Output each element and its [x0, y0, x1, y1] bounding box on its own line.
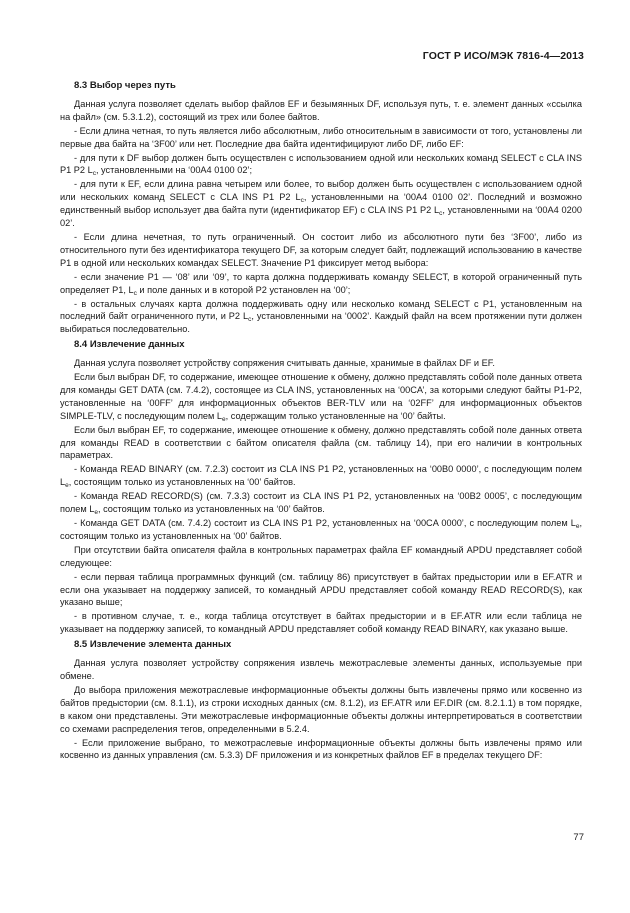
paragraph: Если был выбран EF, то содержание, имеющее отношение к обмену, должно представлять собой поле данных ответа для команды READ в соответствии с байтом описателя файла (см. таблицу 14), при его наличии в контрольных параметрах.	[60, 424, 582, 461]
paragraph: - Команда GET DATA (см. 7.4.2) состоит из CLA INS P1 P2, установленных на ‘00CA 0000’, с последующим полем $L_e$, состоящим только из установленных на ‘00’ байтов.	[60, 518, 582, 541]
page-number: 77	[573, 832, 584, 843]
paragraph: - если первая таблица программных функций (см. таблицу 86) присутствует в байтах предыстории или в EF.ATR и если она указывает на поддержку записей, то командный APDU представляет собой команду READ RECORD(S), как указано выше;	[60, 571, 582, 608]
paragraph: - Команда READ RECORD(S) (см. 7.3.3) состоит из CLA INS P1 P2, установленных на ‘00B2 0005’, с последующим полем $L_e$, состоящим только из установленных на ‘00’ байтов.	[60, 491, 582, 517]
paragraph: До выбора приложения межотраслевые информационные объекты должны быть извлечены прямо или косвенно из байтов предыстории (см. 8.1.1), из строки исходных данных (см. 8.1.2), из EF.ATR или EF.DIR (см. 8.2.1.1) в том порядке, в каком они представлены. Эти межотраслевые информационные объекты должны интерпретироваться в соответствии со схемами распределения тегов, определенными в 5.2.4.	[60, 684, 582, 734]
paragraph: Если был выбран DF, то содержание, имеющее отношение к обмену, должно представлять собой поле данных ответа для команды GET DATA (см. 7.4.2), состоящее из CLA INS, установленных на ‘00CA’, за которыми следуют байты P1-P2, установленные на ‘00FF’ для информационных объектов BER-TLV или на ‘02FF’ для информационных объектов SIMPLE-TLV, с последующим полем $L_e$, содержащим только установленные на ‘00’ байты.	[60, 372, 582, 423]
document-body	[60, 80, 582, 763]
paragraph: - если значение P1 — ‘08’ или ‘09’, то карта должна поддерживать команду SELECT, в которой ограниченный путь определяет P1, $L_c$ и поле данных и в которой P2 установлен на ‘00’;	[60, 271, 582, 297]
paragraph: Данная услуга позволяет сделать выбор файлов EF и безымянных DF, используя путь, т. е. элемент данных «ссылка на файл» (см. 5.3.1.2), состоящий из трех или более байтов.	[60, 98, 582, 122]
paragraph: - Если длина четная, то путь является либо абсолютным, либо относительным в зависимости от того, установлены ли первые два байта на ‘3F00’ или нет. Последние два байта идентифицируют либо DF, либо EF:	[60, 125, 582, 149]
paragraph: Данная услуга позволяет устройству сопряжения считывать данные, хранимые в файлах DF и EF.	[74, 358, 495, 369]
section-heading-8-4: 8.4 Извлечение данных	[74, 339, 185, 351]
section-heading-8-3: 8.3 Выбор через путь	[74, 80, 176, 91]
paragraph: Данная услуга позволяет устройству сопряжения извлечь межотраслевые элементы данных, используемые при обмене.	[60, 658, 582, 681]
standard-header: ГОСТ Р ИСО/МЭК 7816-4—2013	[422, 50, 584, 62]
paragraph: - Если длина нечетная, то путь ограниченный. Он состоит либо из абсолютного пути без ‘3F00’, либо из относительного пути без идентификатора текущего DF, за которым следует байт, подлежащий использованию в качестве P1 в одной или нескольких командах SELECT. Значение P1 фиксирует метод выбора:	[60, 231, 582, 268]
section-heading-8-5: 8.5 Извлечение элемента данных	[74, 639, 232, 651]
paragraph: - в противном случае, т. е., когда таблица отсутствует в байтах предыстории и в EF.ATR или если таблица не указывает на поддержку записей, то командный APDU представляет собой команду READ BINARY, как указано выше.	[60, 611, 582, 635]
paragraph: - в остальных случаях карта должна поддерживать одну или несколько команд SELECT с P1, установленным на последний байт ограниченного пути, и P2 $L_c$, установленными на ‘0002’. Каждый файл на всем протяжении пути должен выбираться последовательно.	[60, 298, 583, 335]
paragraph: - Команда READ BINARY (см. 7.2.3) состоит из CLA INS P1 P2, установленных на ‘00B0 0000’, с последующим полем $L_e$, состоящим только из установленных на ‘00’ байтов.	[60, 464, 582, 490]
paragraph: - для пути к DF выбор должен быть осуществлен с использованием одной или нескольких команд SELECT с CLA INS P1 P2 $L_c$, установленными на ‘00A4 0100 02’;	[60, 152, 582, 178]
paragraph: - Если приложение выбрано, то межотраслевые информационные объекты должны быть извлечены прямо или косвенно из данных управления (см. 5.3.3) DF приложения и из конкретных файлов EF в пределах текущего DF:	[60, 737, 582, 761]
paragraph: При отсутствии байта описателя файла в контрольных параметрах файла EF командный APDU представляет собой следующее:	[60, 544, 582, 568]
paragraph: - для пути к EF, если длина равна четырем или более, то выбор должен быть осуществлен с использованием одной или нескольких команд SELECT с CLA INS P1 P2 $L_c$, установленными на ‘00A4 0100 02’. Последний и возможно единственный выбор использует два байта пути (идентификатор EF) с CLA INS P1 P2 $L_c$, установленными на ‘00A4 0200 02’.	[60, 179, 582, 229]
